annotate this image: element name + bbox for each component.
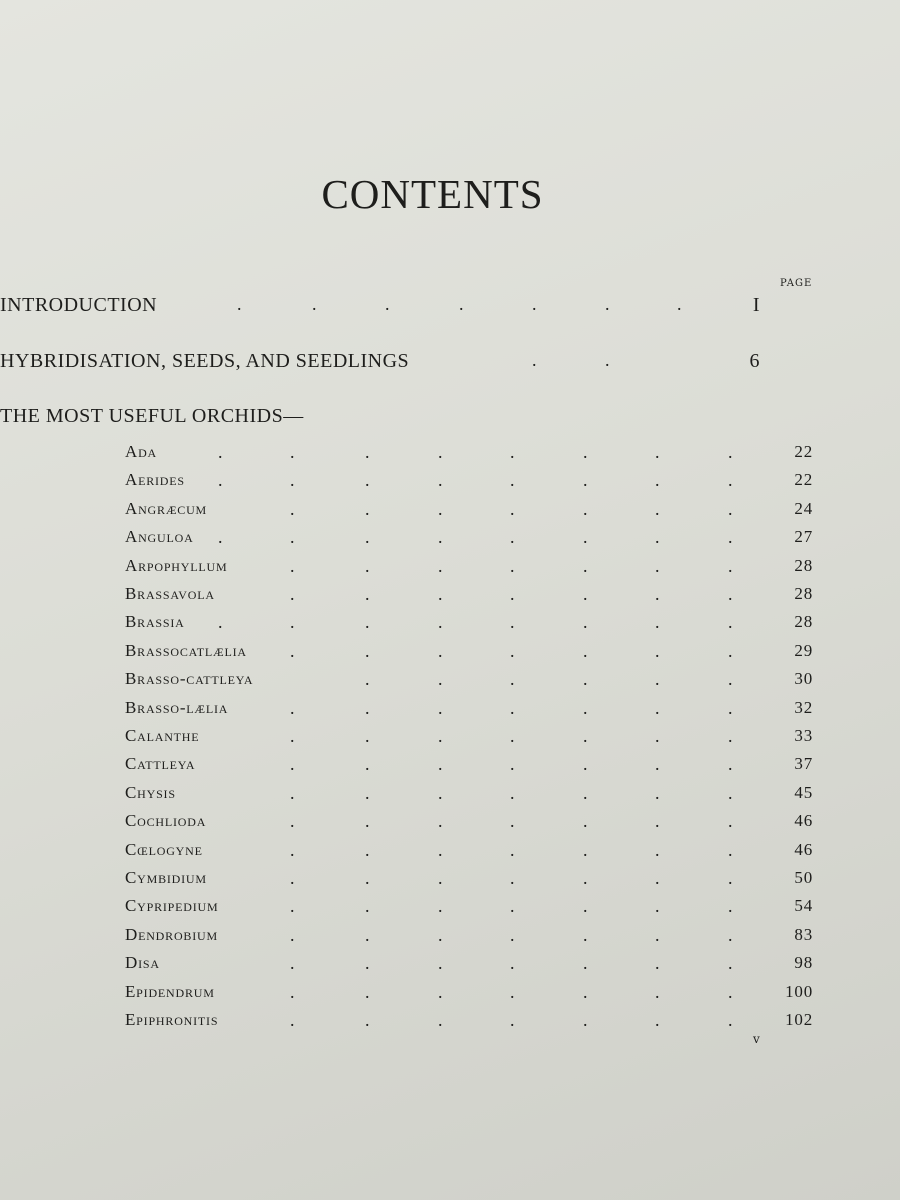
- leader-dot: .: [655, 726, 661, 746]
- toc-entry: [125, 470, 813, 496]
- section-title: INTRODUCTION: [0, 294, 158, 316]
- leader-dot: .: [583, 1010, 589, 1030]
- leader-dot: .: [290, 697, 296, 718]
- toc-section: [0, 405, 760, 431]
- entry-page: 22: [794, 442, 813, 461]
- leader-dot: .: [510, 527, 516, 548]
- leader-dot: .: [510, 811, 516, 832]
- leader-dot: .: [365, 896, 371, 917]
- entry-title: Cochlioda: [125, 811, 207, 831]
- toc-entry: [125, 612, 813, 638]
- leader-dot: .: [438, 669, 444, 690]
- leader-dot: .: [510, 782, 516, 803]
- entry-page: 28: [794, 584, 813, 603]
- section-title: HYBRIDISATION, SEEDS, AND SEEDLINGS: [0, 350, 410, 372]
- leader-dot: .: [510, 669, 516, 690]
- leader-dot: .: [655, 470, 661, 491]
- leader-dot: .: [438, 953, 444, 974]
- leader-dot: .: [728, 924, 734, 945]
- leader-dot: .: [438, 868, 444, 888]
- toc-entry: [125, 982, 813, 1008]
- toc-entry: [125, 868, 813, 894]
- toc-entry: [125, 641, 813, 667]
- entry-page: 100: [785, 981, 813, 1001]
- leader-dot: .: [655, 811, 661, 832]
- entry-page: 102: [785, 1010, 813, 1029]
- entry-title: Brassia: [125, 612, 185, 632]
- leader-dot: .: [583, 442, 589, 462]
- entry-page: 28: [794, 612, 813, 632]
- leader-dot: .: [510, 584, 516, 604]
- leader-dot: .: [510, 953, 516, 974]
- entry-page: 27: [794, 527, 813, 547]
- leader-dot: .: [728, 726, 734, 746]
- leader-dot: .: [365, 1010, 371, 1030]
- leader-dot: .: [312, 294, 317, 314]
- leader-dot: .: [365, 924, 371, 945]
- entry-title: Calanthe: [125, 726, 200, 745]
- leader-dot: .: [290, 640, 296, 661]
- entry-page: 54: [794, 896, 813, 916]
- leader-dot: .: [438, 981, 444, 1002]
- leader-dot: .: [510, 896, 516, 917]
- leader-dot: .: [655, 839, 661, 860]
- leader-dot: .: [385, 294, 390, 314]
- leader-dot: .: [583, 726, 589, 746]
- leader-dot: .: [655, 953, 661, 974]
- entry-title: Cœlogyne: [125, 839, 203, 859]
- leader-dot: .: [655, 640, 661, 661]
- leader-dot: .: [218, 470, 224, 491]
- toc-section: [0, 350, 760, 376]
- entry-title: Brassocatlælia: [125, 640, 247, 660]
- toc-entry: [125, 669, 813, 695]
- leader-dot: .: [290, 811, 296, 832]
- leader-dot: .: [365, 442, 371, 462]
- leader-dot: .: [655, 868, 661, 888]
- leader-dot: .: [583, 640, 589, 661]
- leader-dot: .: [728, 868, 734, 888]
- leader-dot: .: [655, 584, 661, 604]
- toc-entry: [125, 783, 813, 809]
- leader-dot: .: [728, 811, 734, 832]
- leader-dot: .: [290, 498, 296, 519]
- leader-dot: .: [290, 868, 296, 888]
- toc-section: [0, 294, 760, 320]
- toc-entry: [125, 811, 813, 837]
- entry-page: 28: [794, 555, 813, 575]
- entry-title: Dendrobium: [125, 924, 218, 944]
- leader-dot: .: [583, 584, 589, 604]
- leader-dot: .: [510, 981, 516, 1002]
- leader-dot: .: [583, 470, 589, 491]
- leader-dot: .: [583, 754, 589, 775]
- leader-dot: .: [365, 527, 371, 548]
- leader-dot: .: [438, 726, 444, 746]
- entry-title: Disa: [125, 953, 160, 973]
- leader-dot: .: [510, 555, 516, 576]
- leader-dot: .: [438, 811, 444, 832]
- leader-dot: .: [728, 584, 734, 604]
- leader-dot: .: [583, 697, 589, 718]
- entry-title: Ada: [125, 442, 158, 461]
- leader-dot: .: [438, 924, 444, 945]
- leader-dot: .: [728, 896, 734, 917]
- leader-dot: .: [459, 294, 464, 314]
- leader-dot: .: [290, 896, 296, 917]
- toc-entry: [125, 527, 813, 553]
- entry-title: Chysis: [125, 782, 176, 802]
- leader-dot: .: [438, 442, 444, 462]
- leader-dot: .: [365, 953, 371, 974]
- leader-dot: .: [510, 868, 516, 888]
- leader-dot: .: [365, 669, 371, 690]
- leader-dot: .: [583, 896, 589, 917]
- leader-dot: .: [510, 612, 516, 633]
- leader-dot: .: [510, 754, 516, 775]
- leader-dot: .: [365, 868, 371, 888]
- toc-entry: [125, 442, 813, 468]
- leader-dot: .: [237, 294, 242, 314]
- entry-title: Epidendrum: [125, 981, 215, 1001]
- leader-dot: .: [365, 498, 371, 519]
- leader-dot: .: [290, 470, 296, 491]
- leader-dot: .: [605, 350, 610, 370]
- leader-dot: .: [438, 896, 444, 917]
- leader-dot: .: [510, 839, 516, 860]
- entry-title: Cymbidium: [125, 868, 207, 887]
- leader-dot: .: [290, 442, 296, 462]
- entry-page: 45: [794, 782, 813, 802]
- leader-dot: .: [510, 498, 516, 519]
- toc-entry: [125, 840, 813, 866]
- toc-entry: [125, 556, 813, 582]
- leader-dot: .: [677, 294, 682, 314]
- leader-dot: .: [583, 811, 589, 832]
- leader-dot: .: [728, 839, 734, 860]
- section-page: 6: [749, 350, 760, 372]
- leader-dot: .: [365, 782, 371, 803]
- entry-title: Brasso-cattleya: [125, 669, 254, 689]
- leader-dot: .: [655, 697, 661, 718]
- leader-dot: .: [290, 1010, 296, 1030]
- entry-page: 22: [794, 470, 813, 490]
- leader-dot: .: [438, 839, 444, 860]
- leader-dot: .: [655, 527, 661, 548]
- toc-entry: [125, 698, 813, 724]
- leader-dot: .: [510, 640, 516, 661]
- leader-dot: .: [728, 612, 734, 633]
- leader-dot: .: [728, 442, 734, 462]
- leader-dot: .: [655, 896, 661, 917]
- leader-dot: .: [655, 981, 661, 1002]
- leader-dot: .: [583, 498, 589, 519]
- leader-dot: .: [290, 555, 296, 576]
- leader-dot: .: [510, 697, 516, 718]
- leader-dot: .: [365, 754, 371, 775]
- entry-title: Aerides: [125, 470, 185, 490]
- leader-dot: .: [655, 612, 661, 633]
- leader-dot: .: [532, 350, 537, 370]
- toc-entry: [125, 584, 813, 610]
- leader-dot: .: [728, 953, 734, 974]
- entry-page: 24: [794, 498, 813, 518]
- leader-dot: .: [365, 555, 371, 576]
- leader-dot: .: [583, 612, 589, 633]
- leader-dot: .: [438, 584, 444, 604]
- entry-page: 83: [794, 924, 813, 944]
- leader-dot: .: [655, 754, 661, 775]
- leader-dot: .: [583, 782, 589, 803]
- leader-dot: .: [655, 924, 661, 945]
- toc-entry: [125, 953, 813, 979]
- leader-dot: .: [728, 470, 734, 491]
- leader-dot: .: [438, 1010, 444, 1030]
- leader-dot: .: [728, 527, 734, 548]
- toc-entry: [125, 896, 813, 922]
- leader-dot: .: [290, 924, 296, 945]
- leader-dot: .: [218, 442, 224, 462]
- leader-dot: .: [438, 782, 444, 803]
- leader-dot: .: [583, 924, 589, 945]
- leader-dot: .: [728, 640, 734, 661]
- entry-page: 98: [794, 953, 813, 973]
- leader-dot: .: [655, 442, 661, 462]
- leader-dot: .: [655, 498, 661, 519]
- leader-dot: .: [605, 294, 610, 314]
- entry-page: 50: [794, 868, 813, 887]
- page-column-header: PAGE: [780, 278, 813, 289]
- entry-title: Cattleya: [125, 754, 196, 774]
- entry-page: 46: [794, 811, 813, 831]
- leader-dot: .: [290, 527, 296, 548]
- entry-title: Angræcum: [125, 498, 208, 518]
- leader-dot: .: [438, 555, 444, 576]
- leader-dot: .: [510, 442, 516, 462]
- leader-dot: .: [438, 470, 444, 491]
- leader-dot: .: [218, 612, 224, 633]
- leader-dot: .: [728, 754, 734, 775]
- entry-page: 33: [794, 726, 813, 745]
- leader-dot: .: [438, 612, 444, 633]
- leader-dot: .: [728, 697, 734, 718]
- leader-dot: .: [583, 981, 589, 1002]
- leader-dot: .: [728, 555, 734, 576]
- leader-dot: .: [583, 839, 589, 860]
- entry-title: Anguloa: [125, 527, 194, 547]
- leader-dot: .: [583, 555, 589, 576]
- leader-dot: .: [728, 1010, 734, 1030]
- leader-dot: .: [438, 697, 444, 718]
- section-title: THE MOST USEFUL ORCHIDS—: [0, 405, 304, 427]
- entry-title: Cypripedium: [125, 896, 219, 916]
- leader-dot: .: [583, 527, 589, 548]
- leader-dot: .: [290, 782, 296, 803]
- leader-dot: .: [365, 470, 371, 491]
- leader-dot: .: [728, 981, 734, 1002]
- leader-dot: .: [510, 1010, 516, 1030]
- entry-page: 30: [794, 669, 813, 689]
- leader-dot: .: [365, 612, 371, 633]
- leader-dot: .: [728, 782, 734, 803]
- entry-page: 29: [794, 640, 813, 660]
- leader-dot: .: [532, 294, 537, 314]
- entry-page: 32: [794, 697, 813, 717]
- page-number: v: [753, 1032, 760, 1046]
- leader-dot: .: [510, 924, 516, 945]
- toc-entry: [125, 499, 813, 525]
- entry-title: Epiphronitis: [125, 1010, 219, 1029]
- leader-dot: .: [290, 981, 296, 1002]
- leader-dot: .: [583, 953, 589, 974]
- leader-dot: .: [365, 981, 371, 1002]
- leader-dot: .: [365, 811, 371, 832]
- leader-dot: .: [218, 527, 224, 548]
- leader-dot: .: [510, 470, 516, 491]
- leader-dot: .: [290, 754, 296, 775]
- entry-title: Brassavola: [125, 584, 215, 603]
- leader-dot: .: [655, 555, 661, 576]
- entry-title: Arpophyllum: [125, 555, 228, 575]
- toc-entry: [125, 1010, 813, 1036]
- leader-dot: .: [365, 584, 371, 604]
- toc-entry: [125, 726, 813, 752]
- leader-dot: .: [290, 953, 296, 974]
- leader-dot: .: [583, 669, 589, 690]
- leader-dot: .: [365, 839, 371, 860]
- leader-dot: .: [365, 697, 371, 718]
- entry-page: 37: [794, 754, 813, 774]
- leader-dot: .: [290, 612, 296, 633]
- leader-dot: .: [438, 527, 444, 548]
- leader-dot: .: [438, 498, 444, 519]
- leader-dot: .: [728, 498, 734, 519]
- leader-dot: .: [728, 669, 734, 690]
- leader-dot: .: [438, 640, 444, 661]
- leader-dot: .: [655, 782, 661, 803]
- leader-dot: .: [365, 640, 371, 661]
- leader-dot: .: [290, 726, 296, 746]
- leader-dot: .: [290, 584, 296, 604]
- entry-page: 46: [794, 839, 813, 859]
- page-title: CONTENTS: [321, 171, 544, 217]
- leader-dot: .: [583, 868, 589, 888]
- leader-dot: .: [510, 726, 516, 746]
- leader-dot: .: [438, 754, 444, 775]
- entry-title: Brasso-lælia: [125, 697, 229, 717]
- toc-entry: [125, 925, 813, 951]
- leader-dot: .: [655, 669, 661, 690]
- toc-entry: [125, 754, 813, 780]
- leader-dot: .: [365, 726, 371, 746]
- section-page: I: [752, 294, 760, 316]
- leader-dot: .: [290, 839, 296, 860]
- leader-dot: .: [655, 1010, 661, 1030]
